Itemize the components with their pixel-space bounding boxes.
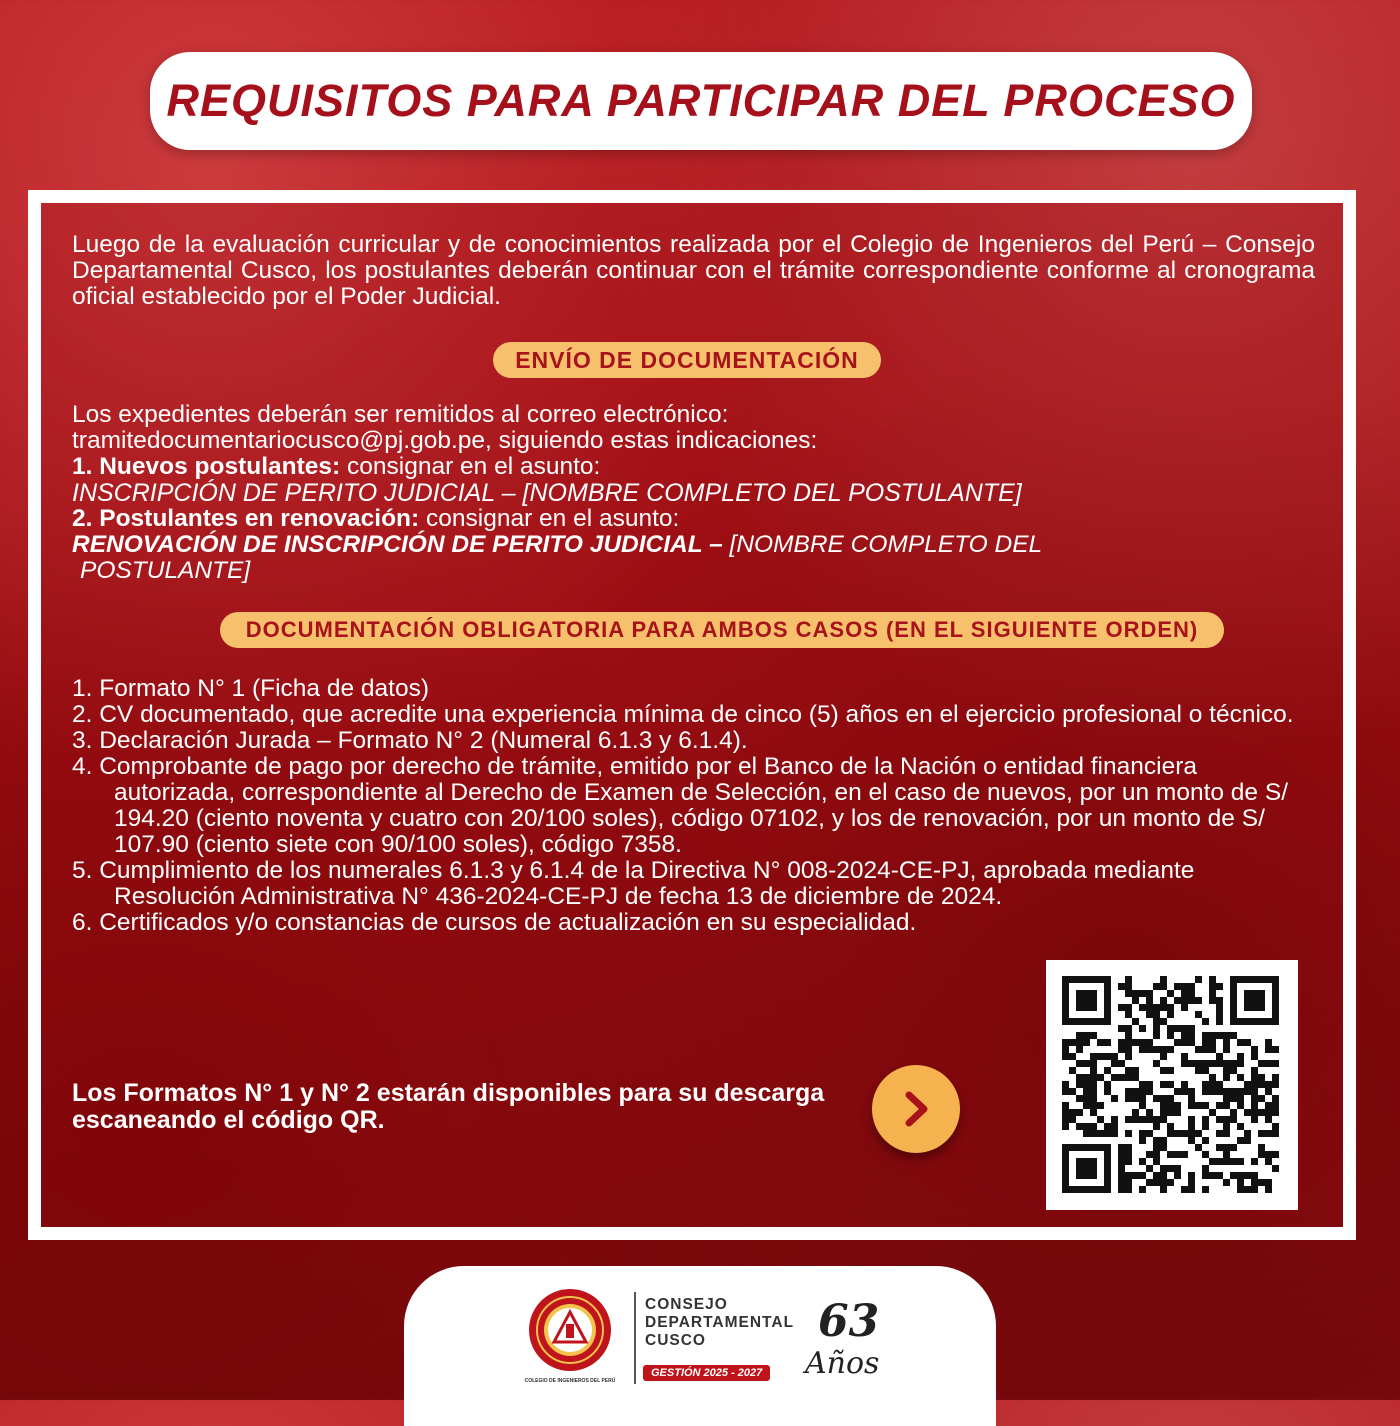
envio-item-2-label: 2. Postulantes en renovación: [72, 505, 420, 532]
footer-divider [634, 1292, 636, 1384]
envio-item-1 [72, 454, 1322, 480]
logo-caption: COLEGIO DE INGENIEROS DEL PERÚ [524, 1378, 616, 1384]
envio-section [72, 402, 1322, 584]
envio-heading: ENVÍO DE DOCUMENTACIÓN [493, 342, 881, 378]
intro-paragraph: Luego de la evaluación curricular y de conocimientos realizada por el Colegio de Ingenieros del Perú – Consejo Departamental Cusco, los postulantes deberán continuar con el trámite correspondiente conforme al cronograma oficial establecido por el Poder Judicial. [72, 231, 1315, 310]
content-body [72, 232, 1322, 936]
gestion-badge: GESTIÓN 2025 - 2027 [643, 1365, 770, 1381]
anniversary-word: Años [805, 1346, 880, 1381]
arrow-button[interactable] [872, 1065, 960, 1153]
envio-item-2-subject-rest: [NOMBRE COMPLETO DEL [722, 531, 1043, 558]
envio-item-1-subject: INSCRIPCIÓN DE PERITO JUDICIAL – [NOMBRE COMPLETO DEL POSTULANTE] [72, 479, 1022, 507]
title-banner [150, 52, 1252, 150]
list-item: 5. Cumplimiento de los numerales 6.1.3 y 6.1.4 de la Directiva N° 008-2024-CE-PJ, aprobada mediante Resolución Administrativa N° 436-2024-CE-PJ de fecha 13 de diciembre de 2024. [72, 857, 1195, 910]
list-item: 2. CV documentado, que acredite una experiencia mínima de cinco (5) años en el ejercicio profesional o técnico. [72, 701, 1294, 728]
envio-item-1-rest: consignar en el asunto: [340, 453, 601, 480]
list-item: 3. Declaración Jurada – Formato N° 2 (Numeral 6.1.3 y 6.1.4). [72, 727, 748, 754]
envio-email-line: tramitedocumentariocusco@pj.gob.pe, siguiendo estas indicaciones: [72, 427, 818, 454]
consejo-line-2: DEPARTAMENTAL [645, 1314, 795, 1331]
qr-code-icon [1046, 960, 1298, 1210]
consejo-line-1: CONSEJO [645, 1296, 728, 1313]
chevron-right-icon [896, 1089, 936, 1129]
anniversary-number: 63 [818, 1296, 880, 1347]
list-item: 6. Certificados y/o constancias de cursos de actualización en su especialidad. [72, 909, 917, 936]
consejo-line-3: CUSCO [645, 1332, 706, 1349]
docs-heading: DOCUMENTACIÓN OBLIGATORIA PARA AMBOS CASOS (EN EL SIGUIENTE ORDEN) [220, 612, 1225, 648]
envio-item-2 [72, 506, 1322, 532]
list-item: 4. Comprobante de pago por derecho de trámite, emitido por el Banco de la Nación o entidad financiera autorizada, correspondiente al Derecho de Examen de Selección, en el caso de nuevos, por un monto de S/ 194.20 (ciento noventa y cuatro con 20/100 soles), código 07102, y los de renovación, por un monto de S/ 107.90 (ciento siete con 90/100 soles), código 7358. [72, 753, 1289, 858]
envio-item-1-label: 1. Nuevos postulantes: [72, 453, 341, 480]
envio-line-1: Los expedientes deberán ser remitidos al correo electrónico: [72, 401, 729, 428]
qr-code[interactable] [1046, 960, 1298, 1210]
consejo-text [645, 1296, 794, 1350]
list-item: 1. Formato N° 1 (Ficha de datos) [72, 675, 430, 702]
cip-seal-logo [528, 1288, 612, 1372]
docs-list [72, 676, 1322, 936]
envio-item-2-subject [72, 532, 1322, 558]
page-title: REQUISITOS PARA PARTICIPAR DEL PROCESO [166, 75, 1236, 126]
envio-item-2-subject-bold: RENOVACIÓN DE INSCRIPCIÓN DE PERITO JUDICIAL – [72, 531, 723, 558]
envio-item-2-subject-tail: POSTULANTE] [80, 557, 251, 584]
formatos-note: Los Formatos N° 1 y N° 2 estarán disponibles para su descarga escaneando el código QR. [72, 1079, 825, 1134]
envio-item-2-rest: consignar en el asunto: [419, 505, 680, 532]
